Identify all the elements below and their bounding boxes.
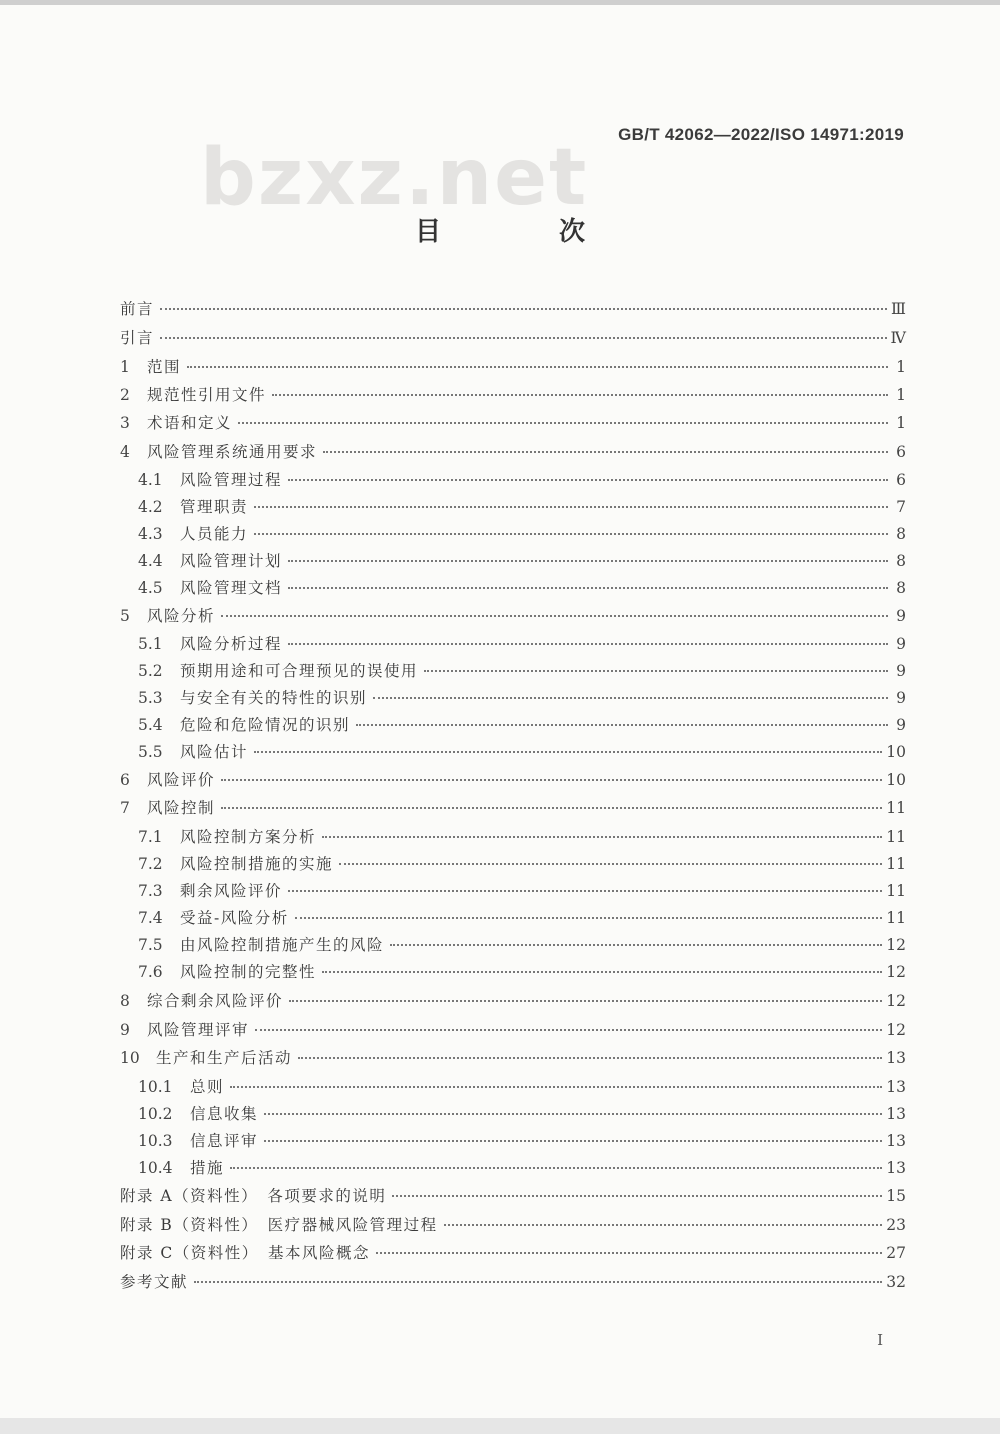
page-folio: I [877, 1331, 883, 1349]
toc-entry[interactable]: 5.5 风险估计 10 [138, 743, 906, 761]
toc-entry[interactable]: 5 风险分析 9 [120, 607, 906, 625]
toc-entry[interactable]: 5.3 与安全有关的特性的识别 9 [138, 689, 906, 707]
bottom-scroll-bar [0, 1418, 1000, 1434]
toc-entry[interactable]: 5.2 预期用途和可合理预见的误使用 9 [138, 662, 906, 680]
toc-entry-annex[interactable]: 附录 A（资料性） 各项要求的说明 15 [120, 1187, 906, 1205]
toc-entry[interactable]: 7.6 风险控制的完整性 12 [138, 963, 906, 981]
toc-entry[interactable]: 4.3 人员能力 8 [138, 525, 906, 543]
toc-title: 目 次 [414, 217, 631, 247]
toc-entry[interactable]: 7.4 受益-风险分析 11 [138, 909, 906, 927]
toc-entry[interactable]: 4.2 管理职责 7 [138, 498, 906, 516]
toc-entry[interactable]: 7.2 风险控制措施的实施 11 [138, 855, 906, 873]
toc-entry[interactable]: 1 范围 1 [120, 358, 906, 376]
toc-entry-bibliography[interactable]: 参考文献 32 [120, 1273, 906, 1291]
toc-entry[interactable]: 5.1 风险分析过程 9 [138, 635, 906, 653]
watermark: bzxz.net [200, 133, 589, 223]
toc-entry[interactable]: 7.3 剩余风险评价 11 [138, 882, 906, 900]
toc-entry[interactable]: 10.3 信息评审 13 [138, 1132, 906, 1150]
toc-entry[interactable]: 4.4 风险管理计划 8 [138, 552, 906, 570]
toc-entry[interactable]: 9 风险管理评审 12 [120, 1021, 906, 1039]
toc-entry[interactable]: 10.2 信息收集 13 [138, 1105, 906, 1123]
toc-entry[interactable]: 3 术语和定义 1 [120, 414, 906, 432]
toc-entry[interactable]: 10.1 总则 13 [138, 1078, 906, 1096]
toc-entry[interactable]: 4.5 风险管理文档 8 [138, 579, 906, 597]
toc-entry[interactable]: 8 综合剩余风险评价 12 [120, 992, 906, 1010]
toc-entry[interactable]: 7.5 由风险控制措施产生的风险 12 [138, 936, 906, 954]
toc-entry[interactable]: 10.4 措施 13 [138, 1159, 906, 1177]
toc-entry-annex[interactable]: 附录 B（资料性） 医疗器械风险管理过程 23 [120, 1216, 906, 1234]
standard-number: GB/T 42062—2022/ISO 14971:2019 [618, 125, 904, 144]
toc-entry[interactable]: 引言 Ⅳ [120, 329, 906, 347]
toc-entry[interactable]: 2 规范性引用文件 1 [120, 386, 906, 404]
toc-entry[interactable]: 6 风险评价 10 [120, 771, 906, 789]
toc-entry[interactable]: 4.1 风险管理过程 6 [138, 471, 906, 489]
toc-entry-annex[interactable]: 附录 C（资料性） 基本风险概念 27 [120, 1244, 906, 1262]
toc-entry[interactable]: 前言 Ⅲ [120, 300, 906, 318]
toc-entry[interactable]: 7.1 风险控制方案分析 11 [138, 828, 906, 846]
toc-entry[interactable]: 5.4 危险和危险情况的识别 9 [138, 716, 906, 734]
toc-entry[interactable]: 10 生产和生产后活动 13 [120, 1049, 906, 1067]
toc-entry[interactable]: 4 风险管理系统通用要求 6 [120, 443, 906, 461]
toc-entry[interactable]: 7 风险控制 11 [120, 799, 906, 817]
